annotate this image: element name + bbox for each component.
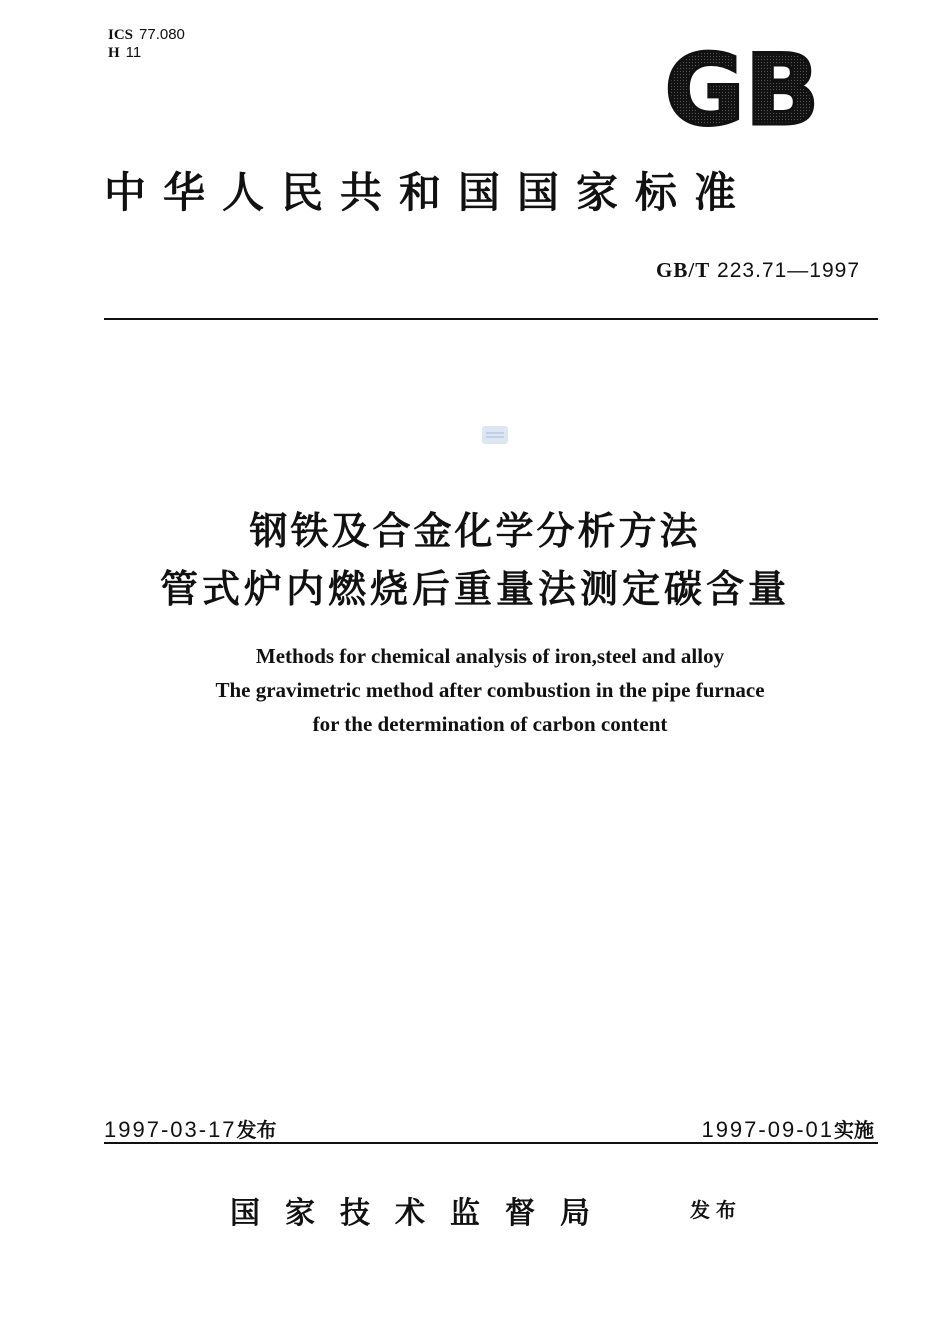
ics-line — [108, 26, 185, 44]
issue-date-value: 1997-03-17 — [104, 1117, 237, 1142]
ics-code: 77.080 — [139, 26, 185, 43]
chinese-title-line-2: 管式炉内燃烧后重量法测定碳含量 — [159, 567, 790, 611]
classification-codes — [108, 26, 185, 62]
issue-date-suffix: 发布 — [236, 1118, 277, 1142]
bottom-divider — [104, 1142, 878, 1144]
chinese-title-line-1: 钢铁及合金化学分析方法 — [249, 509, 701, 553]
implementation-date — [701, 1114, 874, 1143]
issued-label: 发布 — [690, 1198, 742, 1222]
english-title-line-2: The gravimetric method after combustion in the pipe furnace — [215, 678, 765, 702]
gb-standard-logo — [652, 40, 832, 132]
issuing-authority: 国家技术监督局 — [230, 1196, 615, 1231]
gb-logo-text: GB — [664, 40, 820, 132]
standard-code: 223.71—1997 — [717, 259, 860, 282]
top-divider — [104, 318, 878, 320]
ccs-code: 11 — [125, 44, 142, 61]
issue-date — [104, 1114, 277, 1143]
ics-label: ICS — [108, 27, 134, 43]
standard-prefix: GB/T — [656, 258, 711, 282]
implementation-date-suffix: 实施 — [834, 1118, 874, 1142]
standard-number — [656, 258, 860, 283]
ccs-line — [108, 44, 185, 62]
sac-watermark-icon — [481, 424, 509, 446]
national-standard-title: 中华人民共和国国家标准 — [104, 168, 754, 217]
english-title-line-3: for the determination of carbon content — [312, 712, 668, 736]
implementation-date-value: 1997-09-01 — [701, 1117, 834, 1142]
ccs-label: H — [108, 45, 120, 61]
english-title-line-1: Methods for chemical analysis of iron,steel and alloy — [255, 644, 725, 668]
